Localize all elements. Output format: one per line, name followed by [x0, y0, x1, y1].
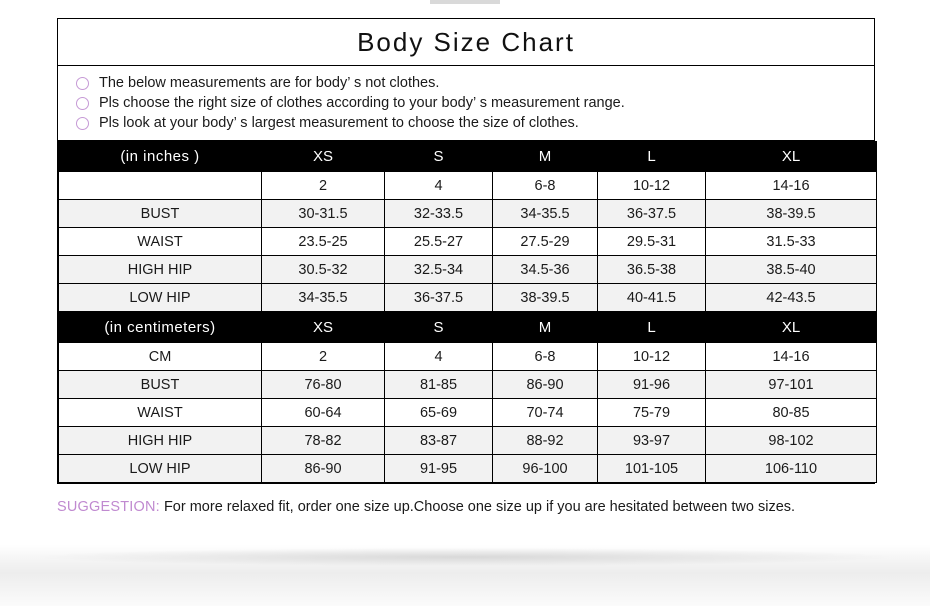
cell-value: 31.5-33: [706, 228, 877, 256]
row-label: BUST: [59, 200, 262, 228]
table-row: [59, 256, 877, 284]
table-row: [59, 284, 877, 312]
bullet-circle-icon: [76, 117, 89, 130]
cell-value: 81-85: [385, 371, 493, 399]
cell-value: 88-92: [493, 427, 598, 455]
column-header-s: S: [385, 313, 493, 343]
page-title: Body Size Chart: [58, 19, 874, 66]
cell-value: 98-102: [706, 427, 877, 455]
top-decorative-sliver: [430, 0, 500, 4]
cell-value: 23.5-25: [262, 228, 385, 256]
column-header-xl: XL: [706, 142, 877, 172]
row-label: WAIST: [59, 399, 262, 427]
cell-value: 75-79: [598, 399, 706, 427]
cell-value: 97-101: [706, 371, 877, 399]
column-header-unit: (in centimeters): [59, 313, 262, 343]
cell-value: 86-90: [262, 455, 385, 483]
table-header-row: [59, 142, 877, 172]
cell-value: 86-90: [493, 371, 598, 399]
cell-value: 14-16: [706, 343, 877, 371]
cell-value: 6-8: [493, 172, 598, 200]
table-row: [59, 172, 877, 200]
cell-value: 65-69: [385, 399, 493, 427]
bullet-circle-icon: [76, 77, 89, 90]
table-row: [59, 228, 877, 256]
cell-value: 27.5-29: [493, 228, 598, 256]
column-header-m: M: [493, 142, 598, 172]
row-label: WAIST: [59, 228, 262, 256]
column-header-xs: XS: [262, 313, 385, 343]
note-text: Pls choose the right size of clothes according to your body’ s measurement range.: [99, 95, 625, 111]
note-item: [76, 94, 874, 112]
bottom-shadow-ellipse: [40, 548, 890, 566]
cell-value: 91-95: [385, 455, 493, 483]
cell-value: 96-100: [493, 455, 598, 483]
size-chart-card: [57, 18, 875, 484]
table-row: [59, 455, 877, 483]
row-label: CM: [59, 343, 262, 371]
cell-value: 32.5-34: [385, 256, 493, 284]
cell-value: 38-39.5: [706, 200, 877, 228]
cell-value: 40-41.5: [598, 284, 706, 312]
column-header-xl: XL: [706, 313, 877, 343]
cell-value: 38.5-40: [706, 256, 877, 284]
table-row: [59, 200, 877, 228]
cell-value: 2: [262, 172, 385, 200]
column-header-xs: XS: [262, 142, 385, 172]
row-label: [59, 172, 262, 200]
cell-value: 34.5-36: [493, 256, 598, 284]
suggestion-text: For more relaxed fit, order one size up.Choose one size up if you are hesitated between two sizes.: [163, 499, 796, 515]
note-text: Pls look at your body’ s largest measurement to choose the size of clothes.: [99, 115, 579, 131]
column-header-l: L: [598, 142, 706, 172]
cell-value: 83-87: [385, 427, 493, 455]
note-item: [76, 74, 874, 92]
column-header-unit: (in inches ): [59, 142, 262, 172]
cell-value: 4: [385, 343, 493, 371]
row-label: HIGH HIP: [59, 427, 262, 455]
cell-value: 106-110: [706, 455, 877, 483]
suggestion-label: SUGGESTION:: [57, 499, 160, 515]
cell-value: 76-80: [262, 371, 385, 399]
cell-value: 36-37.5: [598, 200, 706, 228]
cell-value: 91-96: [598, 371, 706, 399]
table-header-row: [59, 313, 877, 343]
cell-value: 60-64: [262, 399, 385, 427]
column-header-s: S: [385, 142, 493, 172]
cell-value: 36.5-38: [598, 256, 706, 284]
cell-value: 2: [262, 343, 385, 371]
cell-value: 29.5-31: [598, 228, 706, 256]
cell-value: 14-16: [706, 172, 877, 200]
cell-value: 101-105: [598, 455, 706, 483]
table-row: [59, 371, 877, 399]
table-row: [59, 399, 877, 427]
suggestion-line: [57, 497, 887, 517]
cell-value: 42-43.5: [706, 284, 877, 312]
table-row: [59, 343, 877, 371]
cell-value: 36-37.5: [385, 284, 493, 312]
column-header-m: M: [493, 313, 598, 343]
cell-value: 93-97: [598, 427, 706, 455]
cell-value: 34-35.5: [493, 200, 598, 228]
cell-value: 80-85: [706, 399, 877, 427]
cell-value: 10-12: [598, 172, 706, 200]
cell-value: 10-12: [598, 343, 706, 371]
row-label: BUST: [59, 371, 262, 399]
note-text: The below measurements are for body’ s not clothes.: [99, 75, 440, 91]
cell-value: 78-82: [262, 427, 385, 455]
cell-value: 30-31.5: [262, 200, 385, 228]
row-label: HIGH HIP: [59, 256, 262, 284]
cell-value: 25.5-27: [385, 228, 493, 256]
cell-value: 6-8: [493, 343, 598, 371]
row-label: LOW HIP: [59, 455, 262, 483]
table-row: [59, 427, 877, 455]
row-label: LOW HIP: [59, 284, 262, 312]
inches-size-table: [58, 141, 877, 312]
cell-value: 34-35.5: [262, 284, 385, 312]
note-item: [76, 114, 874, 132]
cell-value: 32-33.5: [385, 200, 493, 228]
cell-value: 4: [385, 172, 493, 200]
column-header-l: L: [598, 313, 706, 343]
cell-value: 70-74: [493, 399, 598, 427]
centimeters-size-table: [58, 312, 877, 483]
cell-value: 38-39.5: [493, 284, 598, 312]
bullet-circle-icon: [76, 97, 89, 110]
cell-value: 30.5-32: [262, 256, 385, 284]
notes-list: [58, 66, 874, 141]
